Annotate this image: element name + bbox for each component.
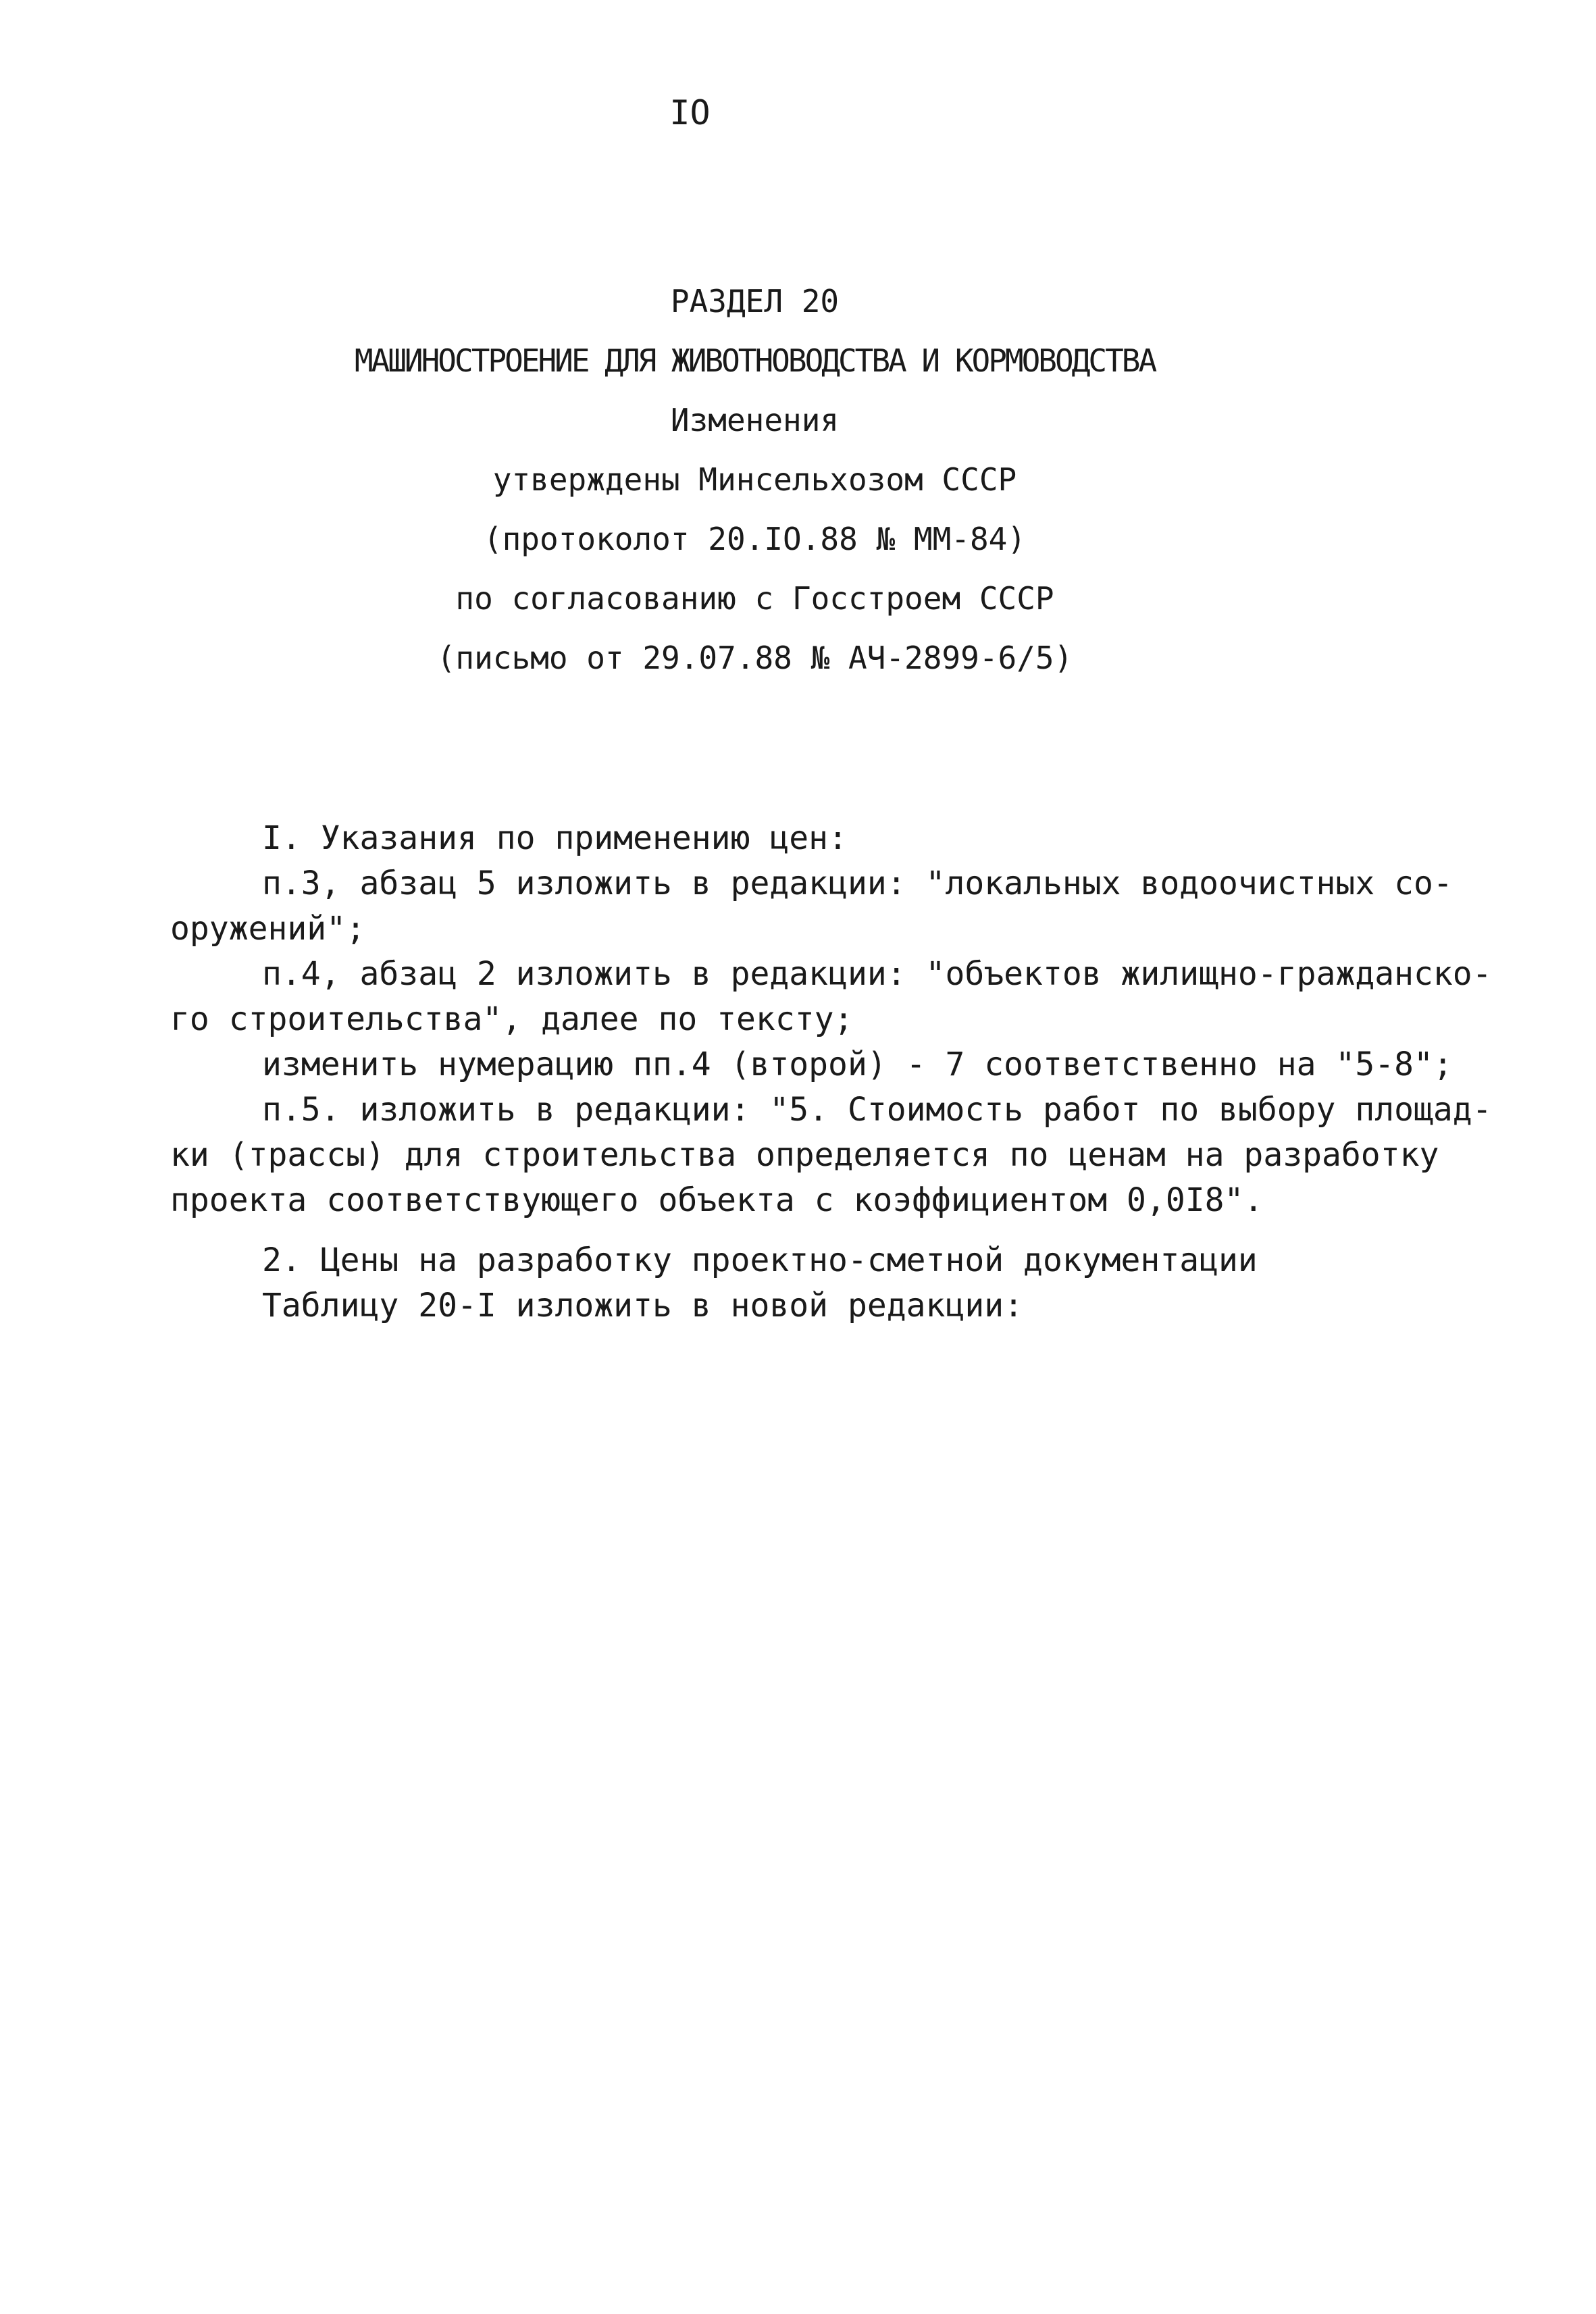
paragraph-gap [170,1223,1453,1238]
approval-line: утверждены Минсельхозом СССР [492,461,1017,498]
item-1-heading: I. Указания по применению цен: [262,819,848,857]
letter-line: (письмо от 29.07.88 № АЧ-2899-6/5) [436,640,1073,676]
changes-subtitle: Изменения [670,402,840,438]
section-title: МАШИНОСТРОЕНИЕ ДЛЯ ЖИВОТНОВОДСТВА И КОРМОВОДСТВА [354,342,1156,379]
page-number: IO [669,93,711,132]
paragraph-line: проекта соответствующего объекта с коэффициентом 0,0I8". [170,1181,1264,1219]
protocol-line: (протоколот 20.IO.88 № ММ-84) [483,521,1027,557]
paragraph-line: п.4, абзац 2 изложить в редакции: "объектов жилищно-гражданско- [262,955,1492,993]
document-header [0,272,1510,688]
agreement-line: по согласованию с Госстроем СССР [455,580,1054,617]
paragraph-line: п.3, абзац 5 изложить в редакции: "локальных водоочистных со- [262,865,1453,902]
document-body [170,816,1492,1329]
paragraph-line: изменить нумерацию пп.4 (второй) - 7 соответственно на "5-8"; [262,1046,1453,1083]
paragraph-line: Таблицу 20-I изложить в новой редакции: [262,1287,1024,1325]
paragraph-line: ки (трассы) для строительства определяется по ценам на разработку [170,1136,1439,1174]
paragraph-line: го строительства", далее по тексту; [170,1000,854,1038]
section-heading: РАЗДЕЛ 20 [670,283,840,319]
item-2-heading: 2. Цены на разработку проектно-сметной документации [262,1241,1258,1279]
paragraph-line: оружений"; [170,910,365,948]
paragraph-line: п.5. изложить в редакции: "5. Стоимость работ по выбору площад- [262,1091,1492,1129]
